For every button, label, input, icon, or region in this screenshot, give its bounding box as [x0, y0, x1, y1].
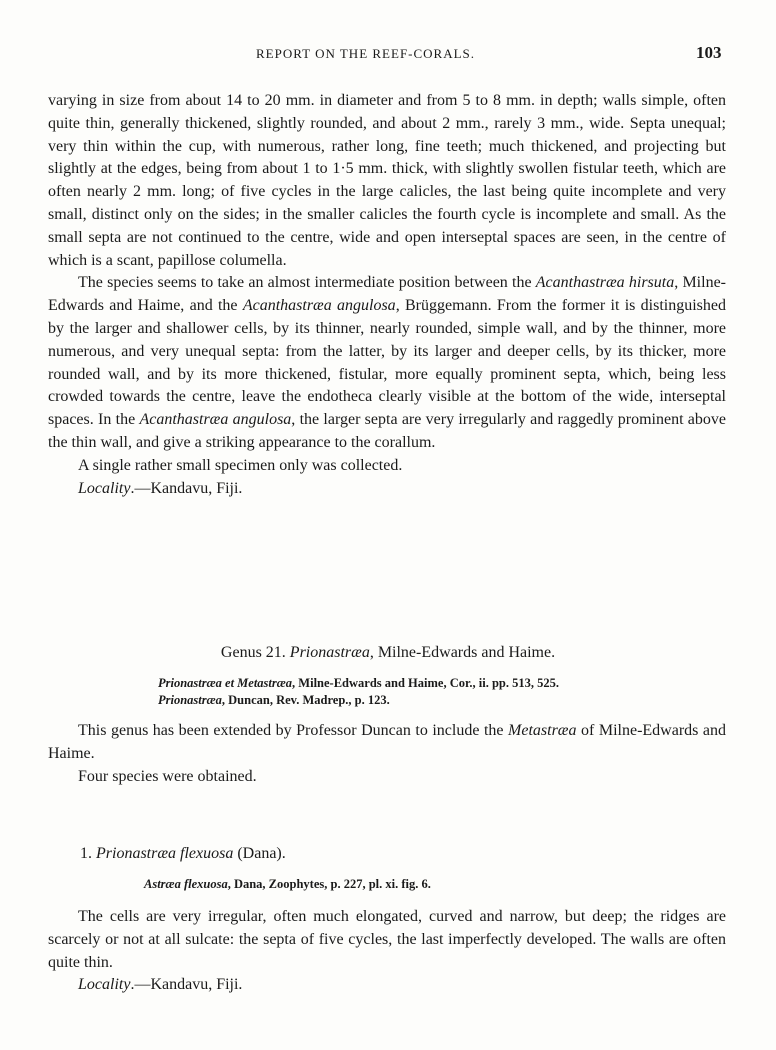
- taxon-name: Acanthastræa hirsuta: [535, 274, 675, 292]
- species-name: Prionastræa flexuosa: [96, 845, 234, 862]
- running-title: REPORT ON THE REEF-CORALS.: [256, 46, 476, 61]
- genus-paragraph: This genus has been extended by Professor Duncan to include the Metastræa of Milne-Edwards and Haime.: [48, 722, 726, 762]
- description-paragraph: varying in size from about 14 to 20 mm. in diameter and from 5 to 8 mm. in depth; walls simple, often quite thin, generally thickened, slightly rounded, and about 2 mm., rarely 3 mm., wide. Septa unequal; very thin within the cup, with numerous, rather long, fine teeth; much thickened, and projecting but slightly at the edges, being from about 1 to 1·5 mm. thick, with slightly swollen fistular teeth, which are often nearly 2 mm. long; of five cycles in the large calicles, the last being quite incomplete and very small, distinct only on the sides; in the smaller calicles the fourth cycle is incomplete and small. As the small septa are not continued to the centre, wide and open interseptal spaces are seen, in the centre of which is a scant, papillose columella.: [48, 92, 726, 269]
- genus-notes: [48, 720, 726, 788]
- taxon-name: Metastræa: [508, 722, 577, 739]
- genus-synonymy: [158, 675, 559, 709]
- acanthastraea-description: [48, 90, 726, 500]
- specimen-note: A single rather small specimen only was collected.: [78, 456, 403, 474]
- page-number: 103: [696, 43, 722, 62]
- synonym-line: Prionastræa et Metastræa, Milne-Edwards and Haime, Cor., ii. pp. 513, 525.: [158, 676, 559, 690]
- synonym-line: Prionastræa, Duncan, Rev. Madrep., p. 123.: [158, 693, 390, 707]
- species-count: Four species were obtained.: [78, 767, 257, 785]
- genus-heading: Genus 21. Prionastræa, Milne-Edwards and Haime.: [220, 644, 556, 661]
- genus-name: Prionastræa: [289, 644, 370, 661]
- species-heading: 1. Prionastræa flexuosa (Dana).: [80, 845, 286, 862]
- page-header: [0, 43, 776, 70]
- species-description: [48, 906, 726, 997]
- locality-line: Locality.—Kandavu, Fiji.: [78, 479, 243, 497]
- taxon-name: Acanthastræa angulosa: [139, 411, 292, 429]
- species-synonym: Astræa flexuosa, Dana, Zoophytes, p. 227, pl. xi. fig. 6.: [144, 877, 431, 891]
- locality-line: Locality.—Kandavu, Fiji.: [78, 976, 243, 994]
- species-paragraph: The cells are very irregular, often much elongated, curved and narrow, but deep; the ridges are scarcely or not at all sulcate: the septa of five cycles, the last imperfectly developed. The walls are often quite thin.: [48, 908, 726, 971]
- comparison-paragraph: The species seems to take an almost intermediate position between the Acanthastræa hirsuta, Milne-Edwards and Haime, and the Acanthastræa angulosa, Brüggemann. From the former it is distinguished by the larger and shallower cells, by its thinner, nearly rounded, simple wall, and by the thinner, more numerous, and very unequal septa: from the latter, by its larger and deeper cells, by its thicker, more rounded wall, and by its more thickened, fistular, more equally prominent septa, which, being less crowded towards the centre, leave the endotheca clearly visible at the bottom of the wide, interseptal spaces. In the Acanthastræa angulosa, the larger septa are very irregularly and raggedly prominent above the thin wall, and give a striking appearance to the corallum.: [48, 274, 727, 451]
- taxon-name: Acanthastræa angulosa: [242, 297, 396, 315]
